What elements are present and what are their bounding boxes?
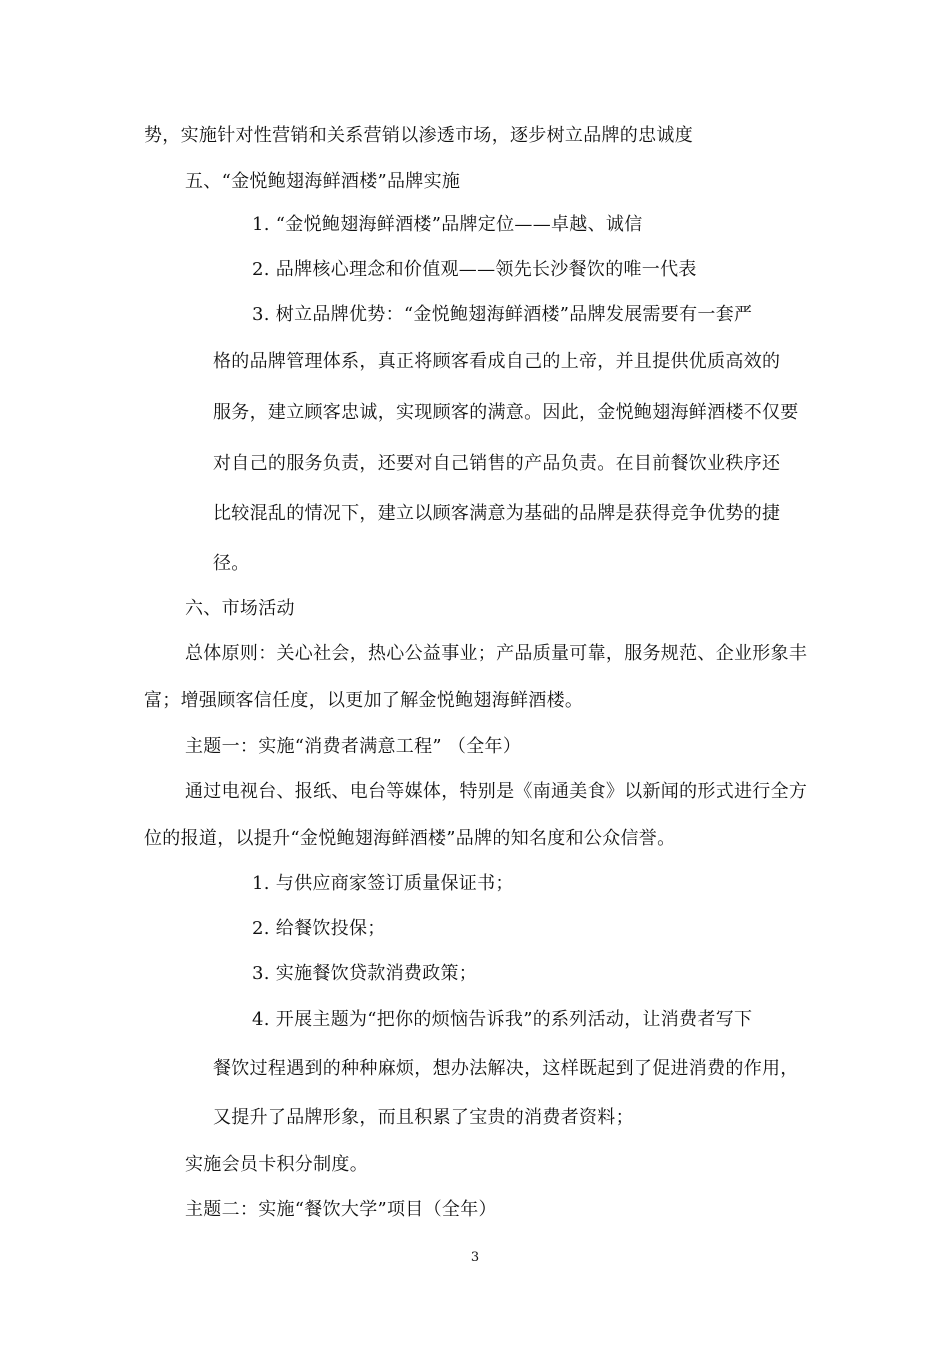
paragraph-line: 格的品牌管理体系，真正将顾客看成自己的上帝，并且提供优质高效的 bbox=[213, 351, 781, 372]
paragraph-line: 对自己的服务负责，还要对自己销售的产品负责。在目前餐饮业秩序还 bbox=[213, 453, 781, 474]
section-heading: 五、“金悦鲍翅海鲜酒楼”品牌实施 bbox=[185, 171, 461, 192]
paragraph-line: 又提升了品牌形象，而且积累了宝贵的消费者资料； bbox=[213, 1107, 634, 1128]
numbered-item: 3. 实施餐饮贷款消费政策； bbox=[252, 963, 478, 984]
page-number: 3 bbox=[470, 1250, 480, 1265]
paragraph-line: 总体原则：关心社会，热心公益事业；产品质量可靠，服务规范、企业形象丰 bbox=[185, 643, 808, 664]
paragraph-line: 通过电视台、报纸、电台等媒体，特别是《南通美食》以新闻的形式进行全方 bbox=[185, 781, 808, 802]
section-heading: 六、市场活动 bbox=[185, 598, 295, 619]
numbered-item: 4. 开展主题为“把你的烦恼告诉我”的系列活动，让消费者写下 bbox=[252, 1009, 753, 1030]
paragraph-line: 位的报道，以提升“金悦鲍翅海鲜酒楼”品牌的知名度和公众信誉。 bbox=[144, 828, 676, 849]
paragraph-line: 餐饮过程遇到的种种麻烦，想办法解决，这样既起到了促进消费的作用， bbox=[213, 1058, 799, 1079]
theme-heading: 主题一：实施“消费者满意工程” （全年） bbox=[185, 736, 522, 757]
numbered-item: 1. “金悦鲍翅海鲜酒楼”品牌定位——卓越、诚信 bbox=[252, 214, 643, 235]
paragraph-line: 服务，建立顾客忠诚，实现顾客的满意。因此，金悦鲍翅海鲜酒楼不仅要 bbox=[213, 402, 799, 423]
paragraph-line: 比较混乱的情况下，建立以顾客满意为基础的品牌是获得竞争优势的捷 bbox=[213, 503, 781, 524]
theme-heading: 主题二：实施“餐饮大学”项目（全年） bbox=[185, 1199, 497, 1220]
numbered-item: 2. 给餐饮投保； bbox=[252, 918, 386, 939]
paragraph-line: 势，实施针对性营销和关系营销以渗透市场，逐步树立品牌的忠诚度 bbox=[144, 125, 693, 146]
numbered-item: 3. 树立品牌优势：“金悦鲍翅海鲜酒楼”品牌发展需要有一套严 bbox=[252, 304, 753, 325]
numbered-item: 1. 与供应商家签订质量保证书； bbox=[252, 873, 514, 894]
paragraph-line: 径。 bbox=[213, 553, 250, 574]
numbered-item: 2. 品牌核心理念和价值观——领先长沙餐饮的唯一代表 bbox=[252, 259, 697, 280]
paragraph-line: 实施会员卡积分制度。 bbox=[185, 1154, 368, 1175]
paragraph-line: 富；增强顾客信任度，以更加了解金悦鲍翅海鲜酒楼。 bbox=[144, 690, 584, 711]
